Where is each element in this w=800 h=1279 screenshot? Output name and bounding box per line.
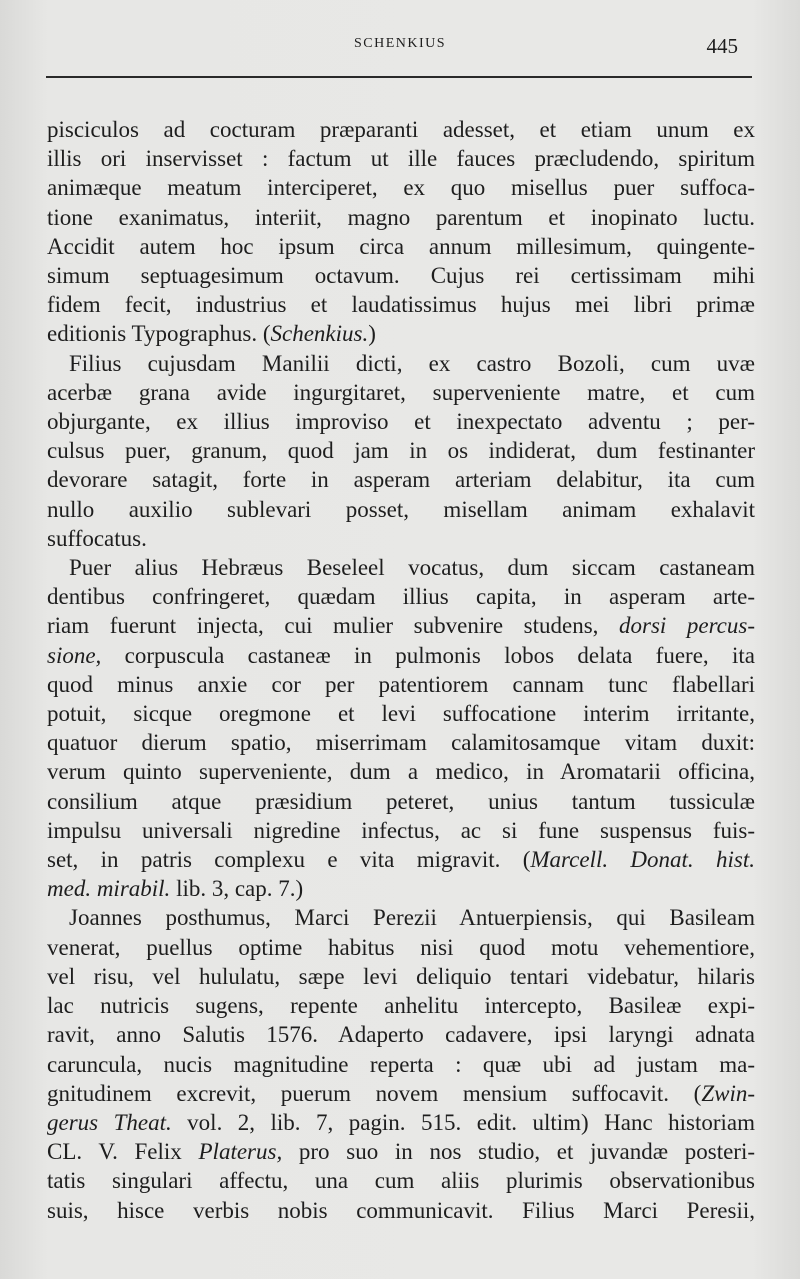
body-text (47, 115, 755, 1225)
text-line: culsus puer, granum, quod jam in os indiderat, dum festinanter (47, 438, 755, 464)
text-line: sione, corpuscula castaneæ in pulmonis lobos delata fuere, ita (47, 642, 755, 668)
text-line: quod minus anxie cor per patentiorem cannam tunc flabellari (47, 671, 755, 697)
text-line: devorare satagit, forte in asperam arteriam delabitur, ita cum (47, 467, 755, 493)
text-line: gnitudinem excrevit, puerum novem mensium suffocavit. (Zwin- (47, 1080, 755, 1106)
text-line: dentibus confringeret, quædam illius capita, in asperam arte- (47, 584, 755, 610)
running-title: SCHENKIUS (353, 36, 447, 51)
text-line: nullo auxilio sublevari posset, misellam animam exhalavit (47, 496, 755, 522)
text-line: editionis Typographus. (Schenkius.) (47, 321, 376, 347)
text-line: fidem fecit, industrius et laudatissimus hujus mei libri primæ (47, 292, 755, 318)
text-line: Puer alius Hebræus Beseleel vocatus, dum siccam castaneam (69, 555, 755, 581)
text-line: suffocatus. (47, 525, 147, 551)
text-line: acerbæ grana avide ingurgitaret, superveniente matre, et cum (47, 379, 755, 405)
text-line: objurgante, ex illius improviso et inexpectato adventu ; per- (47, 409, 755, 435)
text-line: suis, hisce verbis nobis communicavit. Filius Marci Peresii, (47, 1197, 755, 1223)
text-line: lac nutricis sugens, repente anhelitu intercepto, Basileæ expi- (47, 993, 755, 1019)
text-line: potuit, sicque oregmone et levi suffocatione interim irritante, (47, 701, 755, 727)
text-line: illis ori inservisset : factum ut ille fauces præcludendo, spiritum (47, 146, 755, 172)
text-line: consilium atque præsidium peteret, unius tantum tussiculæ (47, 788, 755, 814)
text-line: pisciculos ad cocturam præparanti adesset, et etiam unum ex (47, 117, 755, 142)
text-line: verum quinto superveniente, dum a medico, in Aromatarii officina, (47, 759, 755, 785)
text-line: gerus Theat. vol. 2, lib. 7, pagin. 515. edit. ultim) Hanc historiam (47, 1109, 755, 1135)
text-line: tione exanimatus, interiit, magno parentum et inopinato luctu. (47, 204, 755, 230)
text-line: med. mirabil. lib. 3, cap. 7.) (47, 876, 304, 902)
text-line: Accidit autem hoc ipsum circa annum millesimum, quingente- (47, 233, 755, 259)
text-line: animæque meatum interciperet, ex quo misellus puer suffoca- (47, 175, 755, 201)
text-line: Filius cujusdam Manilii dicti, ex castro Bozoli, cum uvæ (69, 350, 755, 376)
text-line: caruncula, nucis magnitudine reperta : quæ ubi ad justam ma- (47, 1051, 755, 1077)
text-line: riam fuerunt injecta, cui mulier subvenire studens, dorsi percus- (47, 613, 755, 639)
text-line: tatis singulari affectu, una cum aliis plurimis observationibus (47, 1168, 755, 1194)
text-line: set, in patris complexu e vita migravit. (Marcell. Donat. hist. (47, 847, 755, 873)
text-line: CL. V. Felix Platerus, pro suo in nos studio, et juvandæ posteri- (47, 1139, 755, 1165)
page-number: 445 (706, 34, 738, 58)
text-line: venerat, puellus optime habitus nisi quod motu vehementiore, (47, 934, 755, 960)
text-line: vel risu, vel hululatu, sæpe levi deliquio tentari videbatur, hilaris (47, 963, 755, 989)
text-line: impulsu universali nigredine infectus, ac si fune suspensus fuis- (47, 817, 755, 843)
text-line: quatuor dierum spatio, miserrimam calamitosamque vitam duxit: (47, 730, 755, 756)
header-rule (46, 76, 752, 78)
text-line: simum septuagesimum octavum. Cujus rei certissimam mihi (47, 263, 755, 289)
text-line: Joannes posthumus, Marci Perezii Antuerpiensis, qui Basileam (69, 905, 755, 931)
text-line: ravit, anno Salutis 1576. Adaperto cadavere, ipsi laryngi adnata (47, 1022, 755, 1048)
